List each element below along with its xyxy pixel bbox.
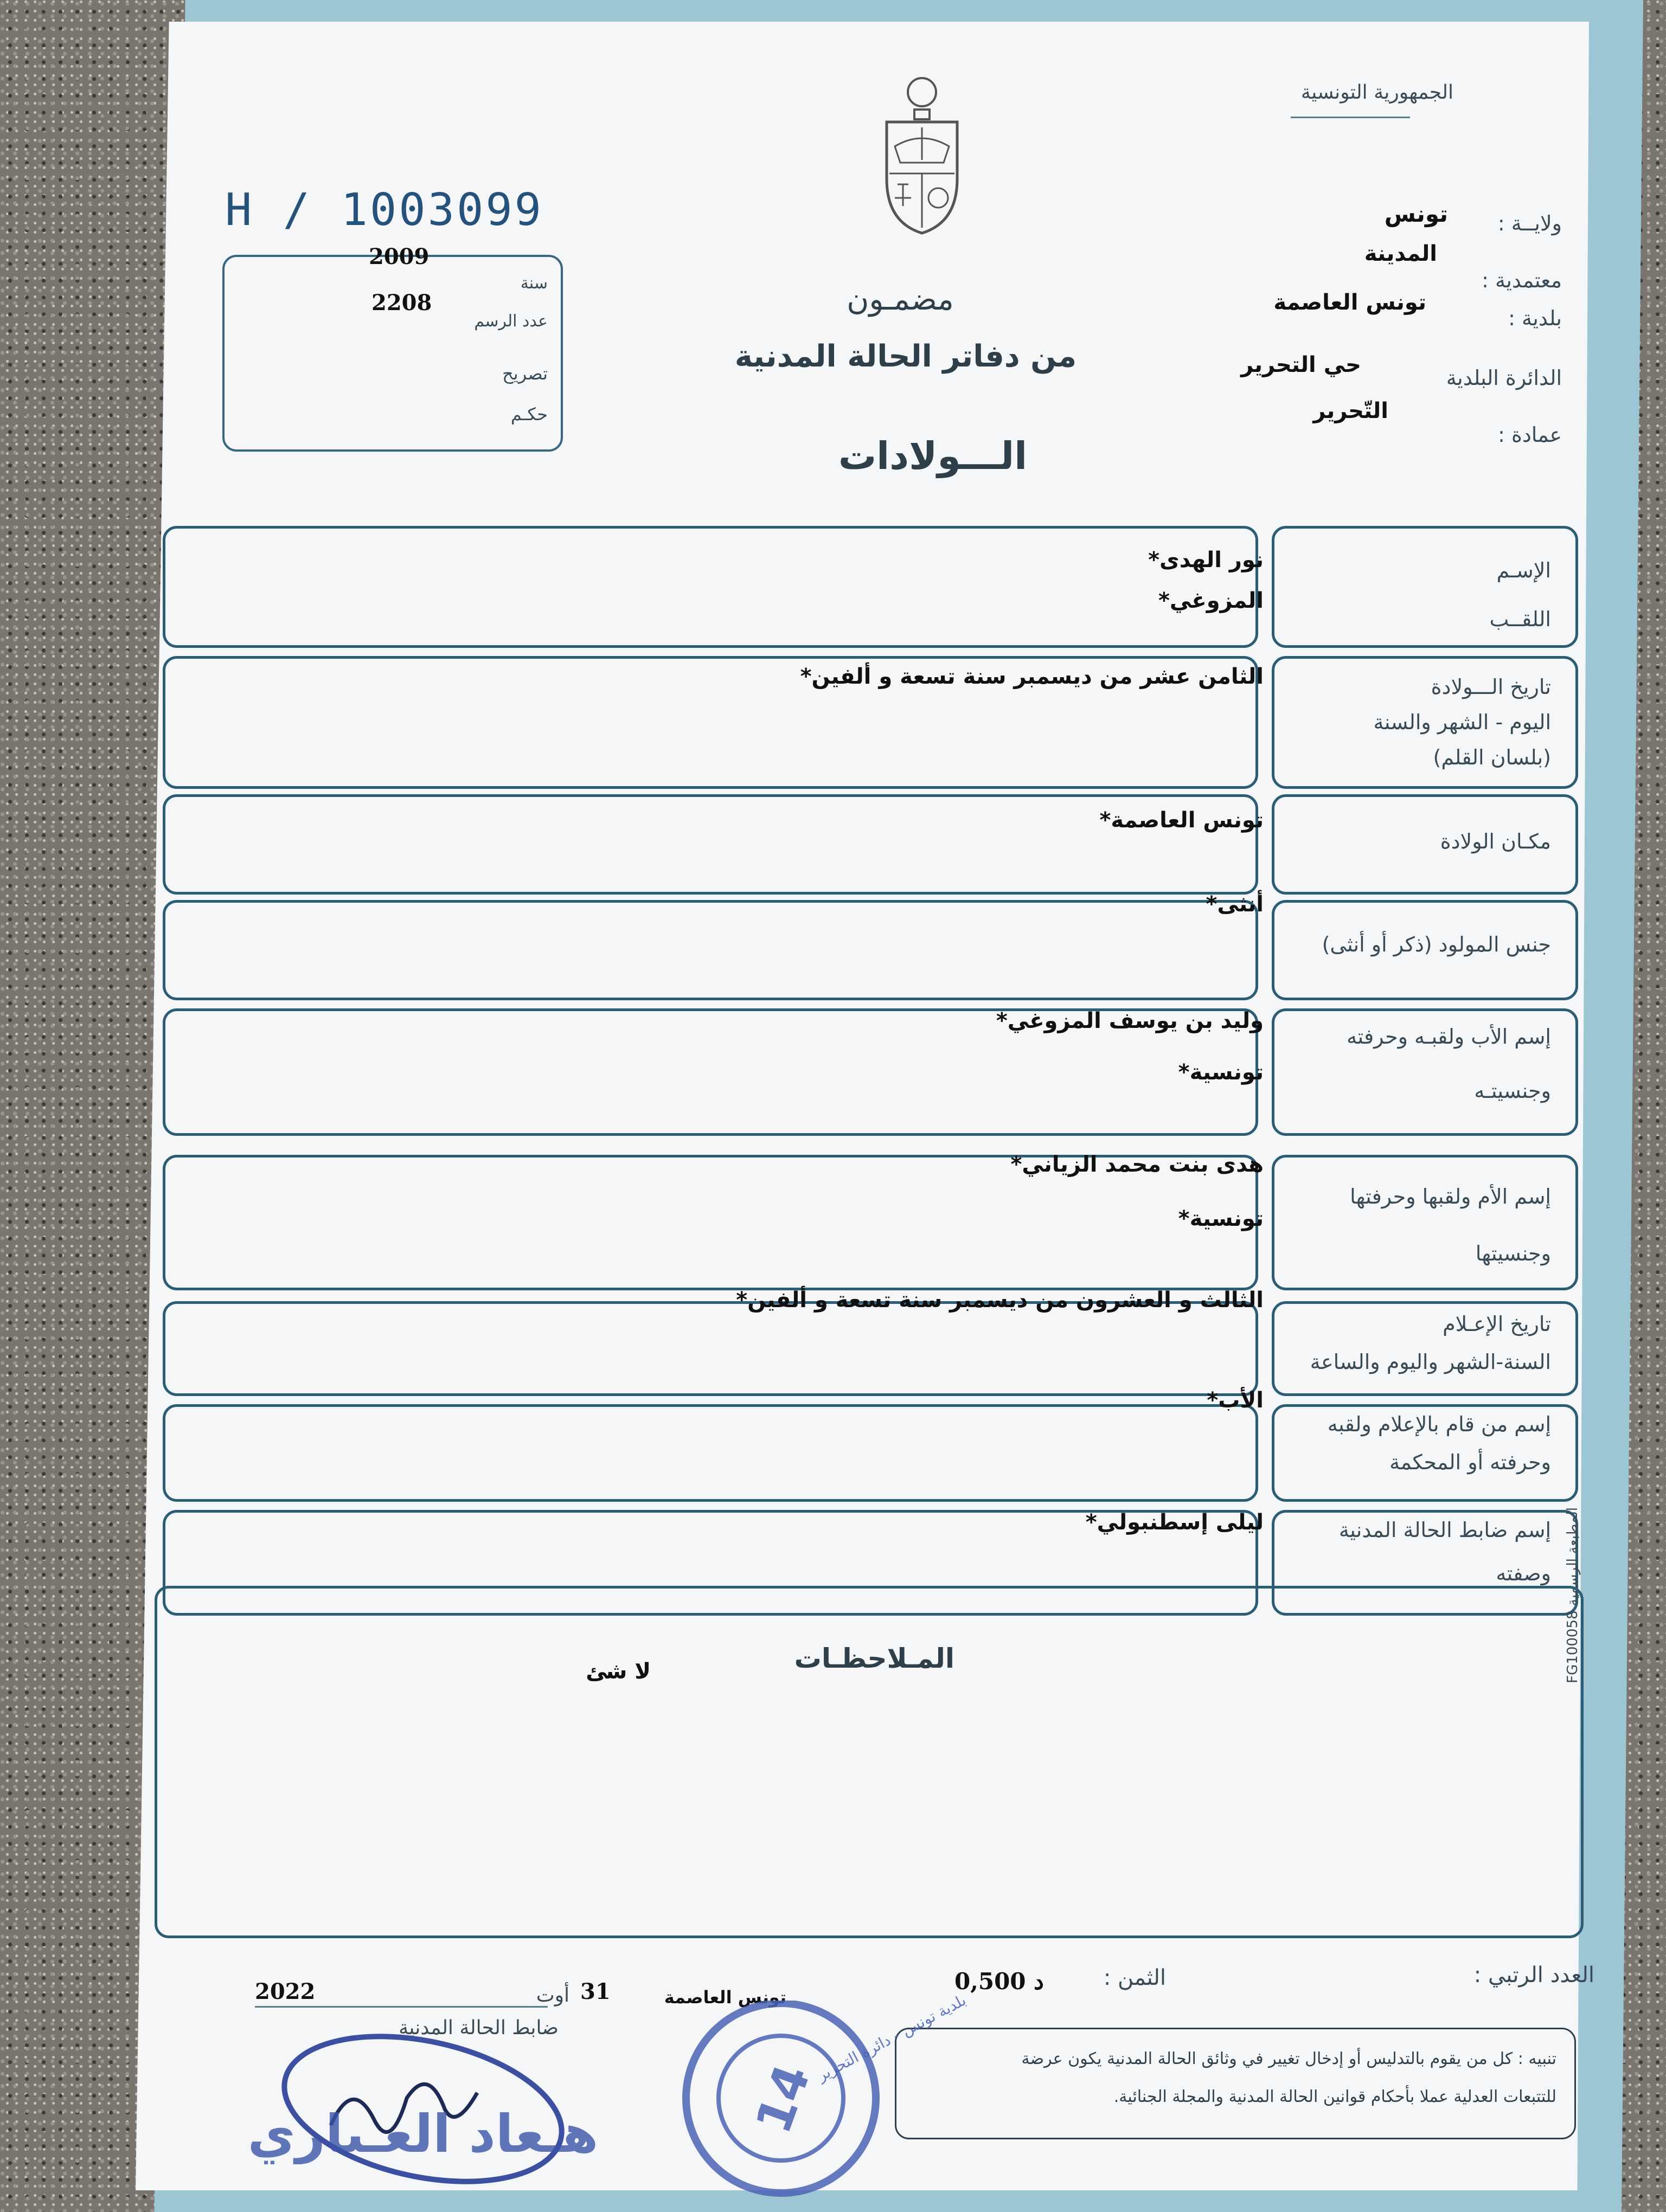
field-label2: وجنسيتـه xyxy=(1474,1079,1551,1103)
field-label: إسم الأم ولقبها وحرفتها xyxy=(1350,1185,1551,1208)
field-value2: تونسية* xyxy=(1178,1060,1264,1085)
field-value: الأب* xyxy=(1207,1388,1264,1413)
field-value: الثالث و العشرون من ديسمبر سنة تسعة و ألفين* xyxy=(736,1288,1264,1313)
notice-line1: تنبيه : كل من يقوم بالتدليس أو إدخال تغيير في وثائق الحالة المدنية يكون عرضة xyxy=(1021,2049,1556,2068)
field-value: نور الهدى* xyxy=(1148,548,1264,573)
field-value-box xyxy=(163,526,1258,648)
field-value2: المزوغي* xyxy=(1158,588,1264,613)
field-label: مكـان الولادة xyxy=(1440,829,1551,853)
field-value: هدى بنت محمد الزياني* xyxy=(1010,1152,1264,1177)
stamp-center-text: 14 xyxy=(745,2057,822,2141)
judgment-label: حكـم xyxy=(510,404,548,425)
notice-box xyxy=(895,2028,1576,2139)
field-label: تاريخ الإعـلام xyxy=(1443,1312,1551,1336)
tunisia-emblem-icon xyxy=(879,70,965,239)
remarks-box xyxy=(155,1586,1584,1938)
field-value: ليلى إسطنبولي* xyxy=(1085,1510,1264,1535)
price-label: الثمن : xyxy=(1103,1965,1166,1990)
registration-number-label: عدد الرسم xyxy=(474,312,548,331)
field-label-box xyxy=(1272,1155,1578,1290)
field-value-box xyxy=(163,1404,1258,1502)
field-value: الثامن عشر من ديسمبر سنة تسعة و ألفين* xyxy=(800,664,1264,689)
baladiya-value: تونس العاصمة xyxy=(1273,290,1426,315)
field-value2: تونسية* xyxy=(1178,1206,1264,1231)
registration-year: 2009 xyxy=(369,244,430,269)
field-label: تاريخ الـــولادة xyxy=(1431,675,1551,699)
field-label: جنس المولود (ذكر أو أنثى) xyxy=(1322,933,1551,956)
field-value-box xyxy=(163,1301,1258,1396)
field-label2: اليوم - الشهر والسنة xyxy=(1373,710,1551,734)
serial-number: H / 1003099 xyxy=(225,184,544,236)
field-value: أنثى* xyxy=(1206,892,1264,917)
field-label: إسم ضابط الحالة المدنية xyxy=(1338,1518,1551,1542)
field-label: إسم الأب ولقبـه وحرفته xyxy=(1347,1025,1551,1049)
baladiya-label: بلدية : xyxy=(1508,306,1562,330)
field-label3: (بلسان القلم) xyxy=(1433,745,1551,769)
title-line2: من دفاتر الحالة المدنية xyxy=(734,339,1077,374)
footer-month: أوت xyxy=(536,1984,569,2007)
field-label2: اللقــب xyxy=(1489,607,1551,631)
declaration-label: تصريح xyxy=(502,363,548,384)
omada-label: عمادة : xyxy=(1498,423,1562,447)
wilaya-label: ولايــة : xyxy=(1497,211,1562,235)
field-label2: وصفته xyxy=(1496,1561,1551,1585)
officer-stamp-name: هـعاد العـباري xyxy=(247,2104,599,2164)
field-value: وليد بن يوسف المزوغي* xyxy=(996,1008,1264,1033)
title-line3: الـــولادات xyxy=(838,434,1028,478)
footer-day: 31 xyxy=(580,1979,611,2004)
registration-year-label: سنة xyxy=(520,274,548,293)
field-label2: وحرفته أو المحكمة xyxy=(1389,1450,1551,1474)
motamadiya-value: المدينة xyxy=(1364,241,1437,266)
title-line1: مضمـون xyxy=(847,282,954,317)
daira-value: حي التحرير xyxy=(1241,352,1361,377)
omada-value: التّحرير xyxy=(1313,398,1388,423)
ordinal-label: العدد الرتبي : xyxy=(1473,1963,1594,1988)
field-value: تونس العاصمة* xyxy=(1099,808,1264,833)
wilaya-value: تونس xyxy=(1384,201,1448,227)
footer-year: 2022 xyxy=(255,1979,316,2004)
officer-label: ضابط الحالة المدنية xyxy=(399,2017,559,2039)
remarks-value: لا شئ xyxy=(586,1659,651,1684)
field-label: إسم من قام بالإعلام ولقبه xyxy=(1327,1412,1551,1436)
republic-label: الجمهورية التونسية xyxy=(1300,81,1453,104)
field-label: الإسـم xyxy=(1496,558,1551,582)
footer-place: تونس العاصمة xyxy=(664,1987,786,2008)
stamp-ring-text: بلدية تونس - دائرة التحرير xyxy=(814,1991,969,2085)
field-label2: وجنسيتها xyxy=(1475,1242,1551,1265)
daira-label: الدائرة البلدية xyxy=(1446,366,1562,390)
field-label2: السنة-الشهر واليوم والساعة xyxy=(1310,1350,1551,1374)
motamadiya-label: معتمدية : xyxy=(1482,268,1562,292)
registration-number: 2208 xyxy=(371,290,432,316)
price-value: 0,500 د xyxy=(954,1968,1044,1995)
printer-mark: المطبعة الرسمية FG100058 xyxy=(1565,1507,1581,1683)
notice-line2: للتتبعات العدلية عملا بأحكام قوانين الحالة المدنية والمجلة الجنائية. xyxy=(1113,2087,1556,2106)
remarks-label: المـلاحظـات xyxy=(794,1643,954,1674)
